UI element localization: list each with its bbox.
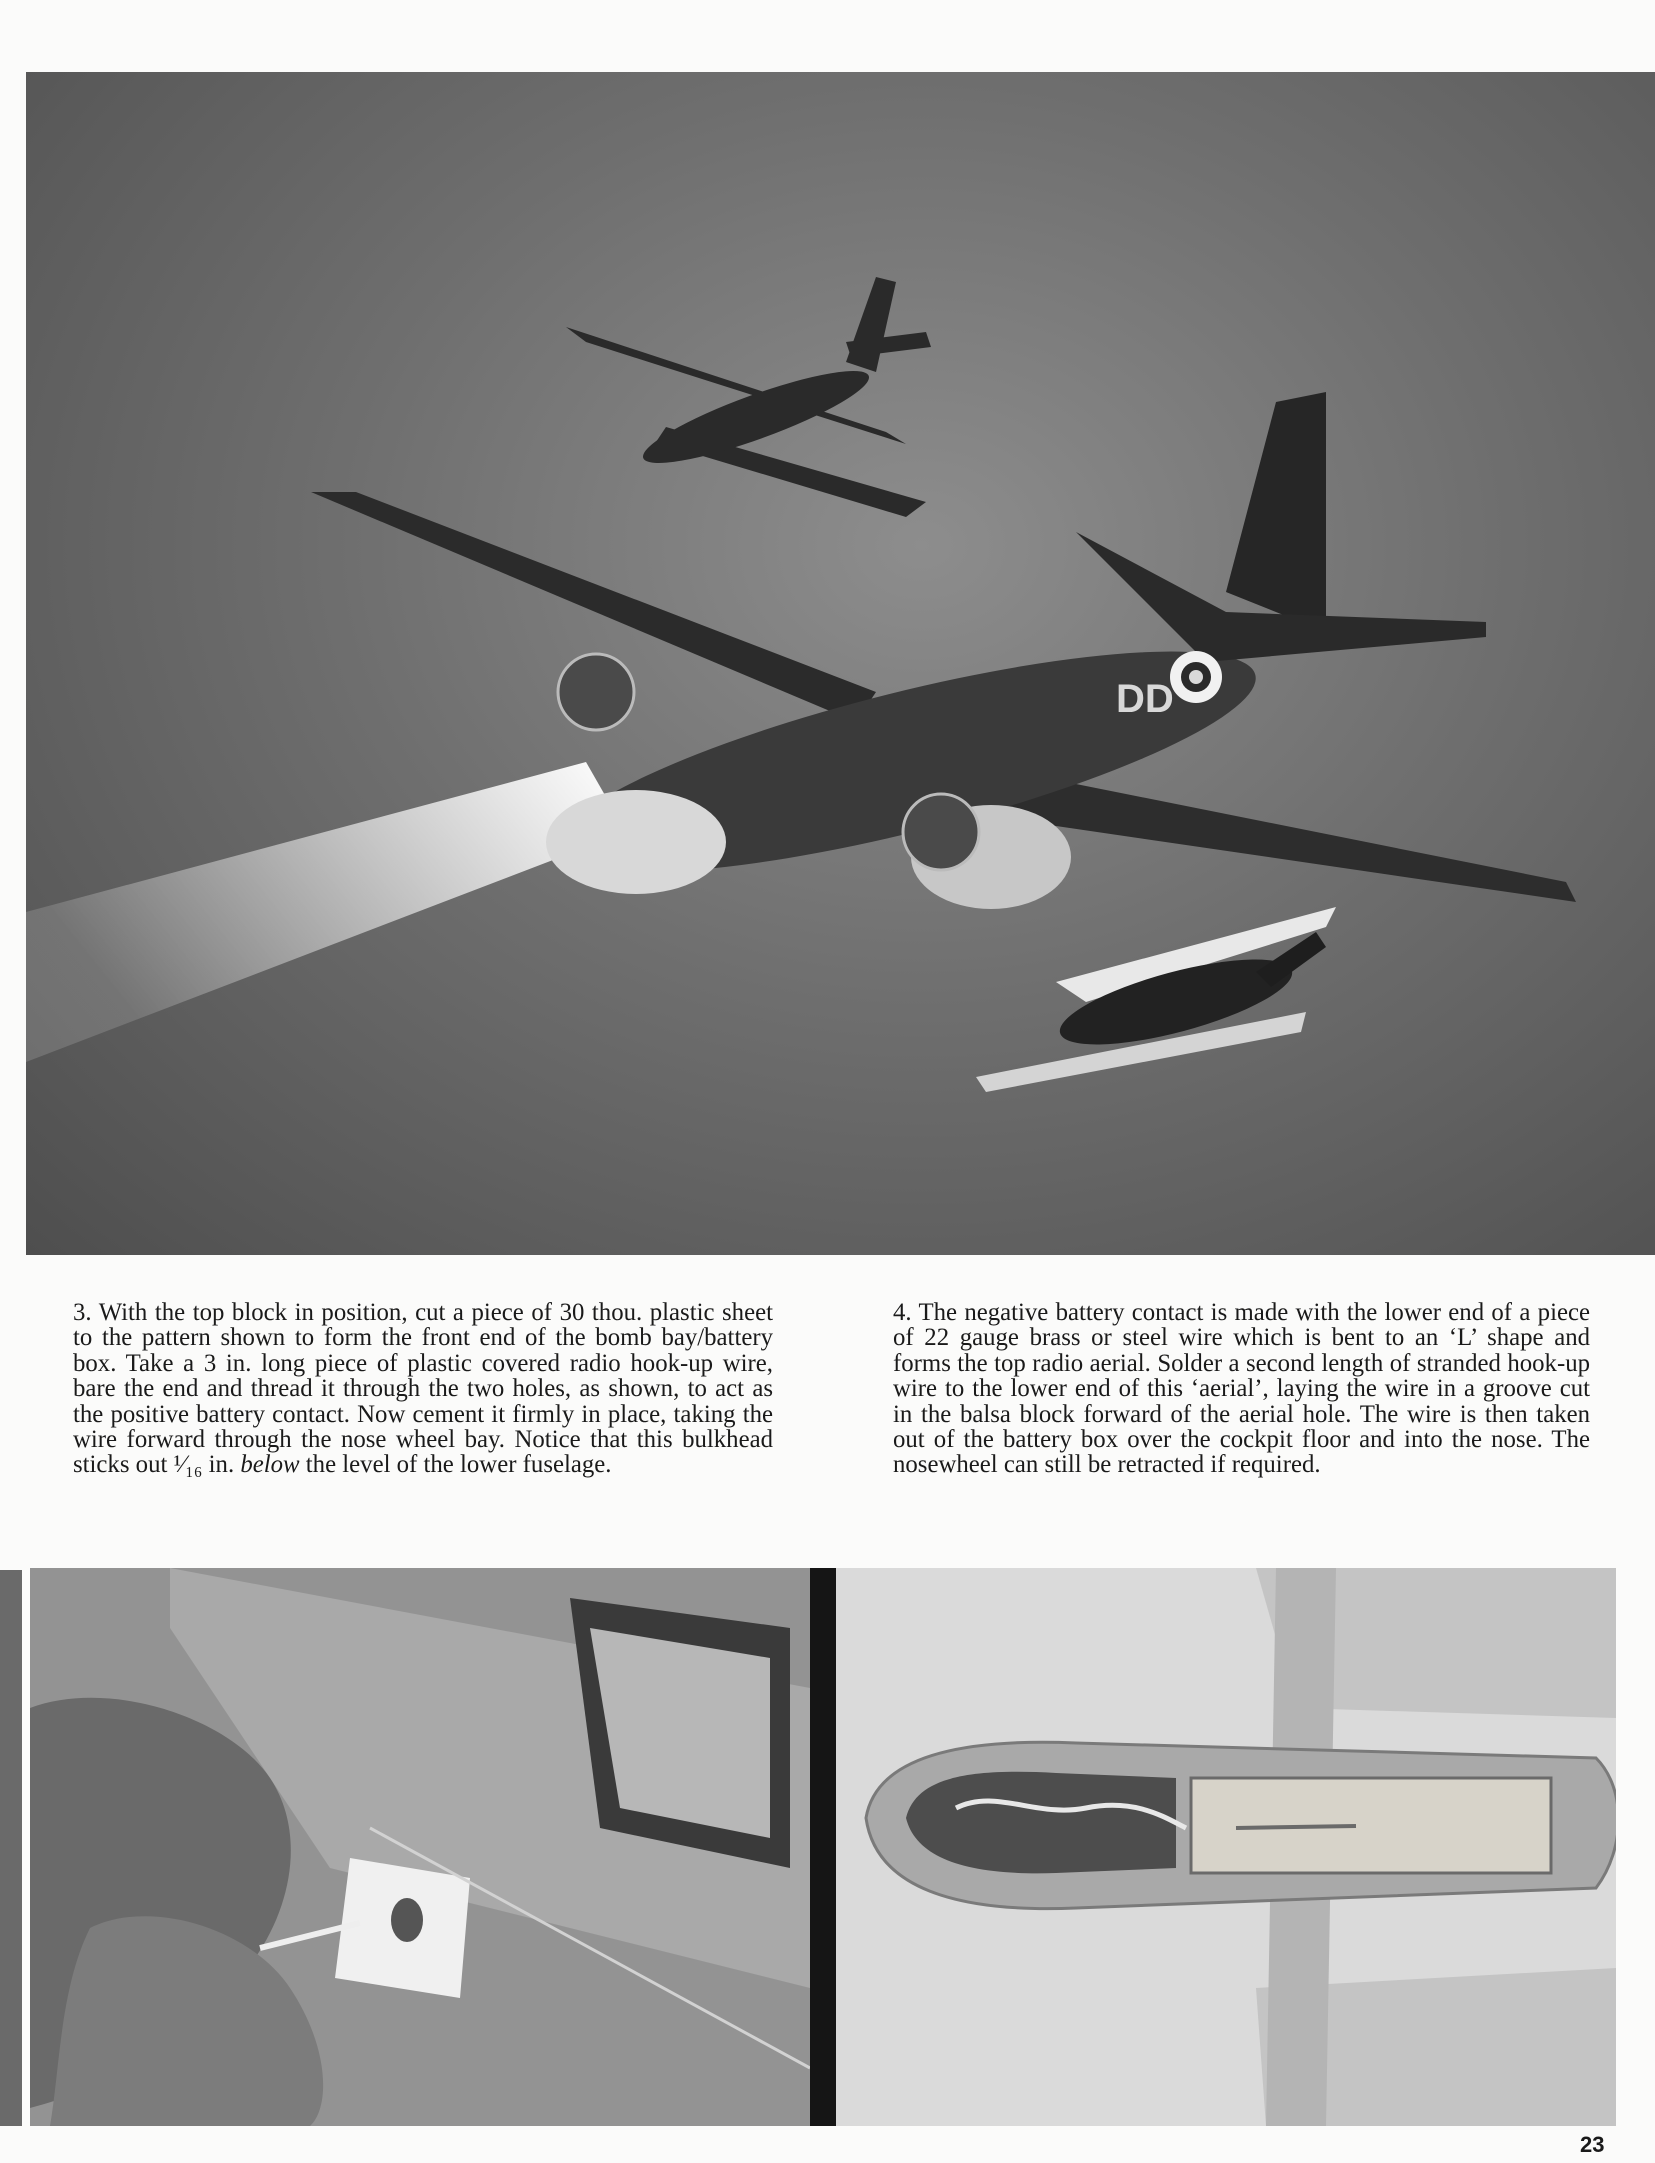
fighter-aircraft-top [566,277,931,517]
step-3-emphasis: below [240,1451,300,1479]
step-3-unit: in. [202,1451,241,1479]
step-4-text: 4. The negative battery contact is made with the lower end of a piece of 22 gauge brass or steel wire which is bent to an ‘L’ shape and forms the top radio aerial. Solder a second length of stranded hook-up wire to the lower end of this ‘aerial’, laying the wire in a groove cut in the balsa block forward of the aerial hole. The wire is then taken out of the battery box over the cockpit floor and into the nose. The nosewheel can still be retracted if required. [893,1299,1590,1479]
aircraft-illustration [26,72,1655,1255]
fighter-aircraft-lower [976,907,1336,1092]
aircraft-code-letters: DD [1116,677,1174,721]
bottom-right-photo [836,1568,1616,2126]
step-3-ending: the level of the lower fuselage. [299,1451,612,1479]
top-photo [26,72,1655,1255]
bottom-left-photo [30,1568,810,2126]
searchlight-beam [26,762,626,1062]
page-edge-strip [0,1570,22,2126]
step-4-paragraph [893,1300,1590,1478]
photo-divider [810,1568,836,2126]
bulkhead-illustration [30,1568,810,2126]
fuselage-illustration [836,1568,1616,2126]
step-3-fraction: ¹⁄₁₆ [173,1451,203,1479]
step-3-text: 3. With the top block in position, cut a piece of 30 thou. plastic sheet to the pattern shown to form the front end of the bomb bay/battery box. Take a 3 in. long piece of plastic covered radio hook-up wire, bare the end and thread it through the two holes, as shown, to act as the positive battery contact. Now cement it firmly in place, taking the wire forward through the nose wheel bay. Notice that this bulkhead sticks out [73,1299,773,1479]
step-3-paragraph [73,1300,773,1478]
page-number: 23 [1580,2132,1605,2157]
balsa-battery-box [1191,1778,1551,1873]
